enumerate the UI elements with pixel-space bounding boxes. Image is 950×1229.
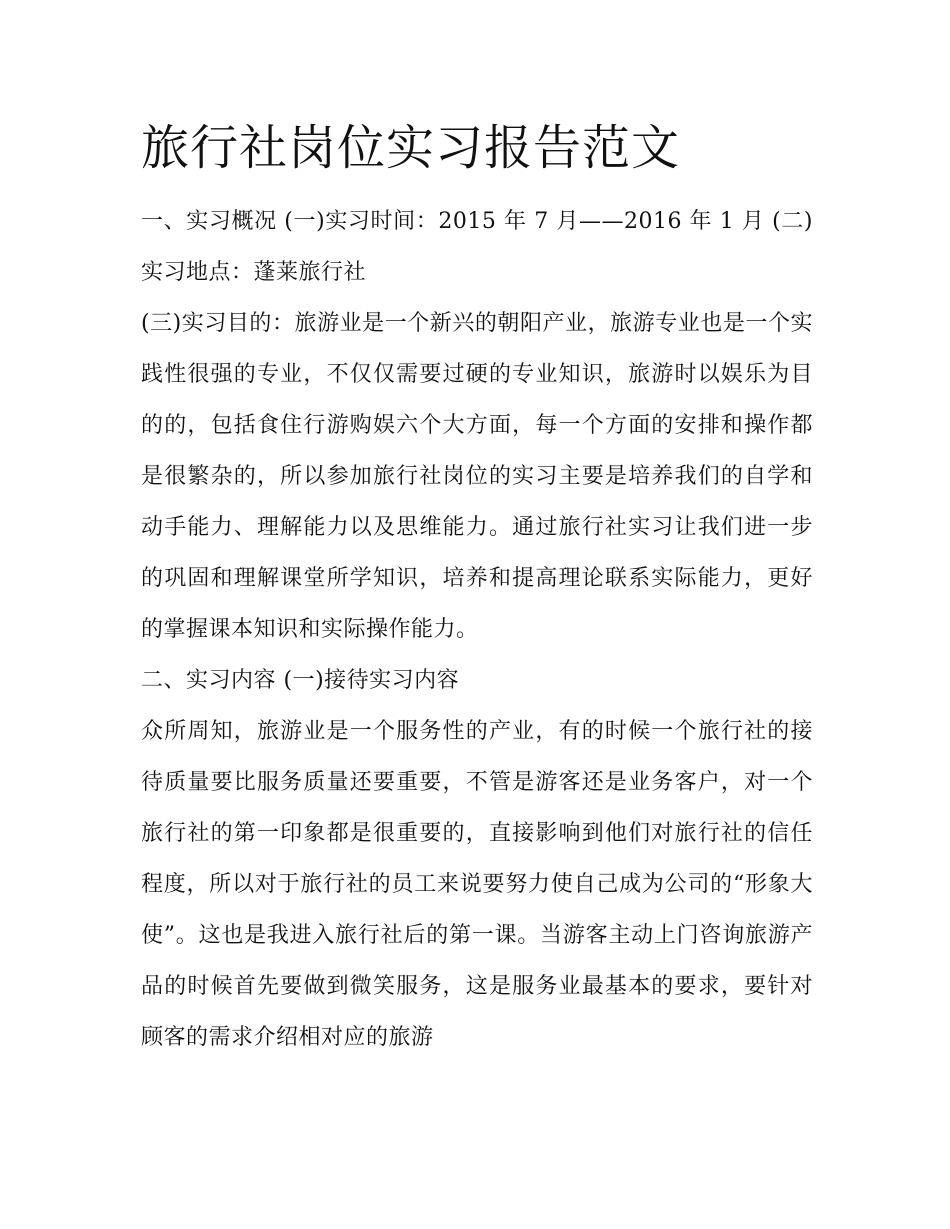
paragraph-content-heading: 二、实习内容 (一)接待实习内容 [141,668,460,693]
document-page [141,112,813,1063]
paragraph-overview: 一、实习概况 (一)实习时间：2015 年 7 月——2016 年 1 月 (二)实习地点：蓬莱旅行社 [141,209,813,285]
paragraph-purpose: (三)实习目的：旅游业是一个新兴的朝阳产业，旅游专业也是一个实践性很强的专业，不仅仅需要过硬的专业知识，旅游时以娱乐为目的的，包括食住行游购娱六个大方面，每一个方面的安排和操作都是很繁杂的，所以参加旅行社岗位的实习主要是培养我们的自学和动手能力、理解能力以及思维能力。通过旅行社实习让我们进一步的巩固和理解课堂所学知识，培养和提高理论联系实际能力，更好的掌握课本知识和实际操作能力。 [141,311,813,642]
paragraph-reception: 众所周知，旅游业是一个服务性的产业，有的时候一个旅行社的接待质量要比服务质量还要重要，不管是游客还是业务客户，对一个旅行社的第一印象都是很重要的，直接影响到他们对旅行社的信任程度，所以对于旅行社的员工来说要努力使自己成为公司的“形象大使”。这也是我进入旅行社后的第一课。当游客主动上门咨询旅游产品的时候首先要做到微笑服务，这是服务业最基本的要求，要针对顾客的需求介绍相对应的旅游 [141,719,813,1050]
document-title: 旅行社岗位实习报告范文 [141,120,681,176]
